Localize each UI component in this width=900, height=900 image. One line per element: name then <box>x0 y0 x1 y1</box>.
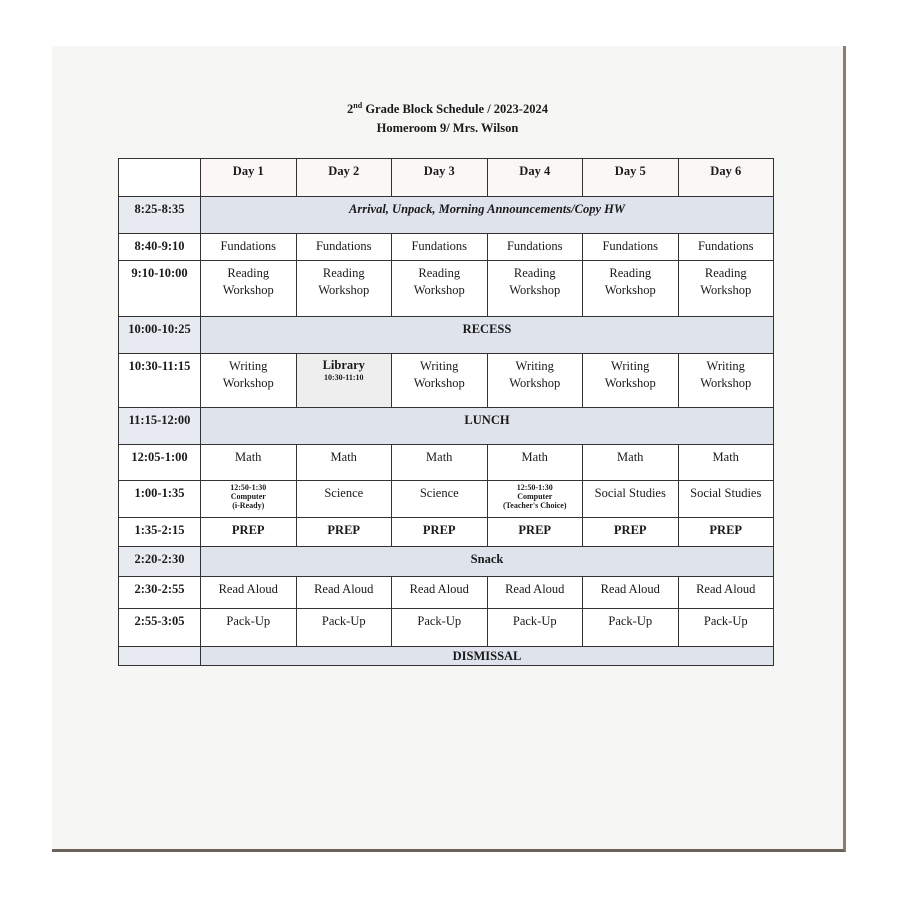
schedule-cell <box>583 261 679 317</box>
prep-cell: PREP <box>487 518 583 547</box>
computer-cell <box>487 481 583 518</box>
lunch-band: LUNCH <box>201 408 774 445</box>
schedule-cell: Fundations <box>201 234 297 261</box>
schedule-cell <box>392 261 488 317</box>
cell-line: Writing <box>229 359 268 373</box>
cell-line: Workshop <box>413 283 465 297</box>
table-row <box>119 647 774 666</box>
library-time: 10:30-11:10 <box>323 373 364 382</box>
cell-line: Reading <box>322 266 365 280</box>
schedule-cell: Math <box>487 445 583 481</box>
schedule-cell: Science <box>392 481 488 518</box>
table-row-header <box>119 159 774 197</box>
table-row <box>119 445 774 481</box>
cell-line: Writing <box>515 359 554 373</box>
schedule-cell: Read Aloud <box>487 577 583 609</box>
cell-line: Reading <box>704 266 747 280</box>
schedule-cell <box>487 261 583 317</box>
time-cell: 8:25-8:35 <box>119 197 201 234</box>
header-corner-cell <box>119 159 201 197</box>
table-row <box>119 261 774 317</box>
schedule-cell <box>296 261 392 317</box>
day-header-2: Day 2 <box>296 159 392 197</box>
table-row <box>119 609 774 647</box>
schedule-cell: Math <box>296 445 392 481</box>
paper-sheet <box>52 46 846 852</box>
schedule-cell: Read Aloud <box>678 577 774 609</box>
schedule-cell: Pack-Up <box>583 609 679 647</box>
computer-cell <box>201 481 297 518</box>
cell-line: Workshop <box>604 283 656 297</box>
table-row <box>119 518 774 547</box>
cell-line: Writing <box>706 359 745 373</box>
cell-line: Workshop <box>604 376 656 390</box>
time-cell: 10:30-11:15 <box>119 354 201 408</box>
snack-band: Snack <box>201 547 774 577</box>
schedule-cell: Pack-Up <box>201 609 297 647</box>
recess-band: RECESS <box>201 317 774 354</box>
time-cell: 1:35-2:15 <box>119 518 201 547</box>
prep-cell: PREP <box>296 518 392 547</box>
schedule-table <box>118 158 774 666</box>
schedule-cell: Pack-Up <box>678 609 774 647</box>
schedule-cell: Math <box>583 445 679 481</box>
computer-label: Computer <box>230 492 266 501</box>
schedule-cell: Fundations <box>487 234 583 261</box>
schedule-cell: Read Aloud <box>583 577 679 609</box>
prep-cell: PREP <box>201 518 297 547</box>
computer-time: 12:50-1:30 <box>230 483 267 492</box>
prep-cell: PREP <box>678 518 774 547</box>
time-cell: 2:55-3:05 <box>119 609 201 647</box>
schedule-cell: Fundations <box>392 234 488 261</box>
computer-label: Computer <box>517 492 553 501</box>
table-row <box>119 354 774 408</box>
schedule-cell: Math <box>678 445 774 481</box>
table-row <box>119 481 774 518</box>
schedule-cell: Pack-Up <box>487 609 583 647</box>
cell-line: Writing <box>420 359 459 373</box>
schedule-cell <box>201 354 297 408</box>
prep-cell: PREP <box>392 518 488 547</box>
schedule-cell <box>392 354 488 408</box>
cell-line: Reading <box>609 266 652 280</box>
schedule-cell: Read Aloud <box>296 577 392 609</box>
schedule-cell: Science <box>296 481 392 518</box>
day-header-3: Day 3 <box>392 159 488 197</box>
schedule-cell <box>487 354 583 408</box>
schedule-cell: Math <box>392 445 488 481</box>
computer-note: (i-Ready) <box>232 501 265 510</box>
cell-line: Workshop <box>222 283 274 297</box>
day-header-5: Day 5 <box>583 159 679 197</box>
time-cell <box>119 647 201 666</box>
cell-line: Writing <box>611 359 650 373</box>
table-row <box>119 197 774 234</box>
cell-line: Workshop <box>318 283 370 297</box>
time-cell: 11:15-12:00 <box>119 408 201 445</box>
schedule-cell: Social Studies <box>678 481 774 518</box>
cell-line: Workshop <box>700 376 752 390</box>
schedule-cell: Fundations <box>583 234 679 261</box>
computer-note: (Teacher's Choice) <box>503 501 567 510</box>
schedule-cell: Math <box>201 445 297 481</box>
cell-line: Reading <box>513 266 556 280</box>
time-cell: 2:20-2:30 <box>119 547 201 577</box>
table-row <box>119 547 774 577</box>
cell-line: Reading <box>227 266 270 280</box>
table-row <box>119 577 774 609</box>
schedule-cell <box>583 354 679 408</box>
time-cell: 12:05-1:00 <box>119 445 201 481</box>
table-row <box>119 234 774 261</box>
schedule-cell: Read Aloud <box>201 577 297 609</box>
cell-line: Workshop <box>413 376 465 390</box>
schedule-cell <box>678 261 774 317</box>
day-header-6: Day 6 <box>678 159 774 197</box>
time-cell: 9:10-10:00 <box>119 261 201 317</box>
schedule-cell <box>678 354 774 408</box>
cell-line: Workshop <box>222 376 274 390</box>
schedule-cell: Fundations <box>678 234 774 261</box>
computer-time: 12:50-1:30 <box>516 483 553 492</box>
schedule-cell <box>201 261 297 317</box>
table-row <box>119 317 774 354</box>
prep-cell: PREP <box>583 518 679 547</box>
time-cell: 2:30-2:55 <box>119 577 201 609</box>
schedule-cell: Read Aloud <box>392 577 488 609</box>
schedule-cell: Pack-Up <box>392 609 488 647</box>
time-cell: 1:00-1:35 <box>119 481 201 518</box>
cell-line: Workshop <box>509 283 561 297</box>
day-header-1: Day 1 <box>201 159 297 197</box>
page-title: 2nd Grade Block Schedule / 2023-2024 <box>347 101 548 117</box>
day-header-4: Day 4 <box>487 159 583 197</box>
time-cell: 10:00-10:25 <box>119 317 201 354</box>
time-cell: 8:40-9:10 <box>119 234 201 261</box>
page-subtitle: Homeroom 9/ Mrs. Wilson <box>376 121 519 136</box>
cell-line: Workshop <box>509 376 561 390</box>
cell-line: Workshop <box>700 283 752 297</box>
arrival-band: Arrival, Unpack, Morning Announcements/Copy HW <box>201 197 774 234</box>
table-row <box>119 408 774 445</box>
schedule-cell: Pack-Up <box>296 609 392 647</box>
dismissal-band: DISMISSAL <box>201 647 774 666</box>
library-cell <box>296 354 392 408</box>
schedule-cell: Fundations <box>296 234 392 261</box>
library-title: Library <box>322 358 365 372</box>
schedule-cell: Social Studies <box>583 481 679 518</box>
cell-line: Reading <box>418 266 461 280</box>
document-header <box>52 96 843 138</box>
